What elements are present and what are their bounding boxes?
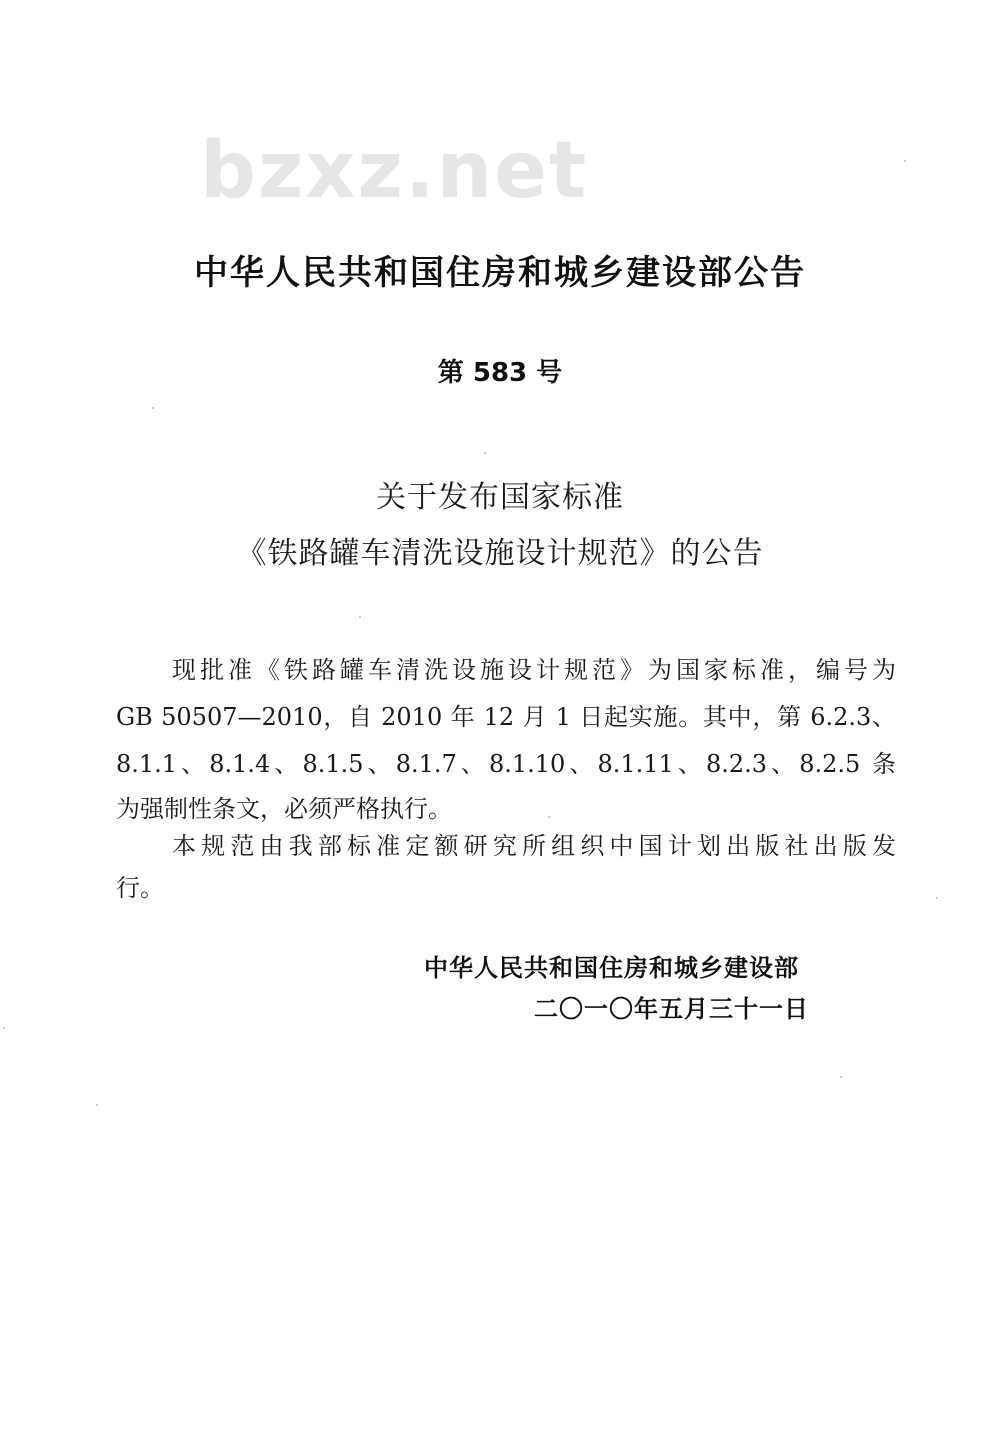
scan-speck xyxy=(152,407,154,409)
signature-issuer: 中华人民共和国住房和城乡建设部 xyxy=(424,954,799,982)
body-line: GB 50507—2010，自 2010 年 12 月 1 日起实施。其中，第 6.2.3、 xyxy=(116,703,896,731)
subtitle-line-1: 关于发布国家标准 xyxy=(376,480,624,515)
subtitle-line-2: 《铁路罐车清洗设施设计规范》的公告 xyxy=(236,536,764,571)
scan-speck xyxy=(3,1027,5,1029)
scan-speck xyxy=(359,616,361,618)
signature-date: 二〇一〇年五月三十一日 xyxy=(534,995,809,1023)
body-line: 现批准《铁路罐车清洗设施设计规范》为国家标准，编号为 xyxy=(172,656,896,684)
scan-speck xyxy=(936,897,938,899)
announcement-number: 第 583 号 xyxy=(437,358,563,388)
scan-speck xyxy=(840,1076,842,1078)
watermark: bzxz.net xyxy=(200,126,589,216)
body-line: 为强制性条文，必须严格执行。 xyxy=(116,795,452,823)
scan-speck xyxy=(904,160,906,162)
scan-speck xyxy=(484,452,486,454)
scan-speck xyxy=(548,816,550,818)
scan-speck xyxy=(96,1104,98,1106)
body-line: 本规范由我部标准定额研究所组织中国计划出版社出版发 xyxy=(172,832,896,860)
announcement-title: 中华人民共和国住房和城乡建设部公告 xyxy=(194,253,806,293)
body-line: 8.1.1、8.1.4、8.1.5、8.1.7、8.1.10、8.1.11、8.2.3、8.2.5 条 xyxy=(116,750,896,778)
body-line: 行。 xyxy=(116,874,164,902)
